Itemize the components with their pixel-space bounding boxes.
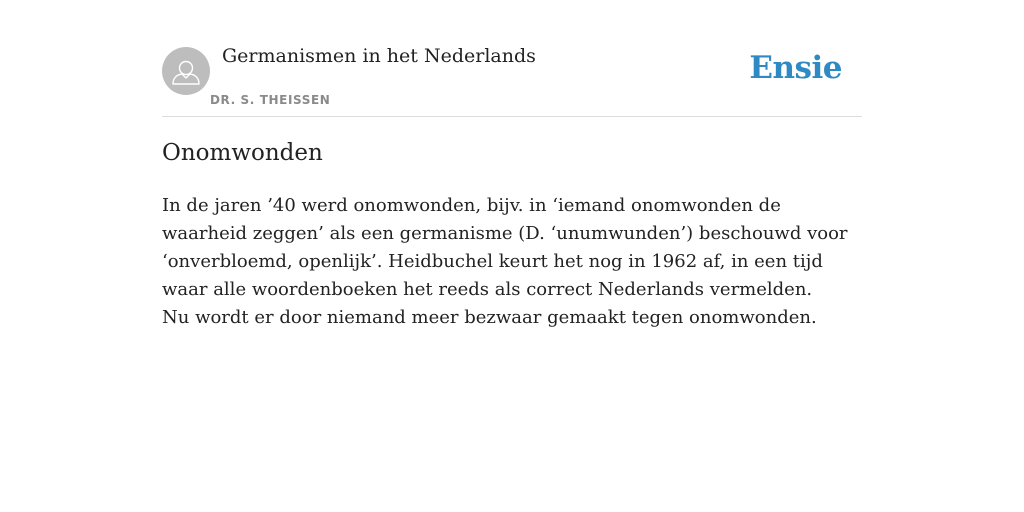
user-avatar-icon [162,47,210,95]
ensie-logo[interactable]: Ensie [749,50,842,86]
entry-title: Onomwonden [162,140,323,166]
author-avatar[interactable] [162,47,210,95]
entry-body [162,192,862,332]
author-name[interactable]: DR. S. THEISSEN [210,93,331,107]
entry-paragraph: In de jaren ’40 werd onomwonden, bijv. in ‘iemand onomwonden de waarheid zeggen’ als een germanisme (D. ‘unumwunden’) beschouwd voor ‘onverbloemd, openlijk’. Heidbuchel keurt het nog in 1962 af, in een tijd waar alle woordenboeken het reeds als correct Nederlands vermelden. [162,195,848,300]
book-title[interactable]: Germanismen in het Nederlands [222,45,536,67]
entry-paragraph: Nu wordt er door niemand meer bezwaar gemaakt tegen onomwonden. [162,307,817,328]
header [162,0,862,117]
